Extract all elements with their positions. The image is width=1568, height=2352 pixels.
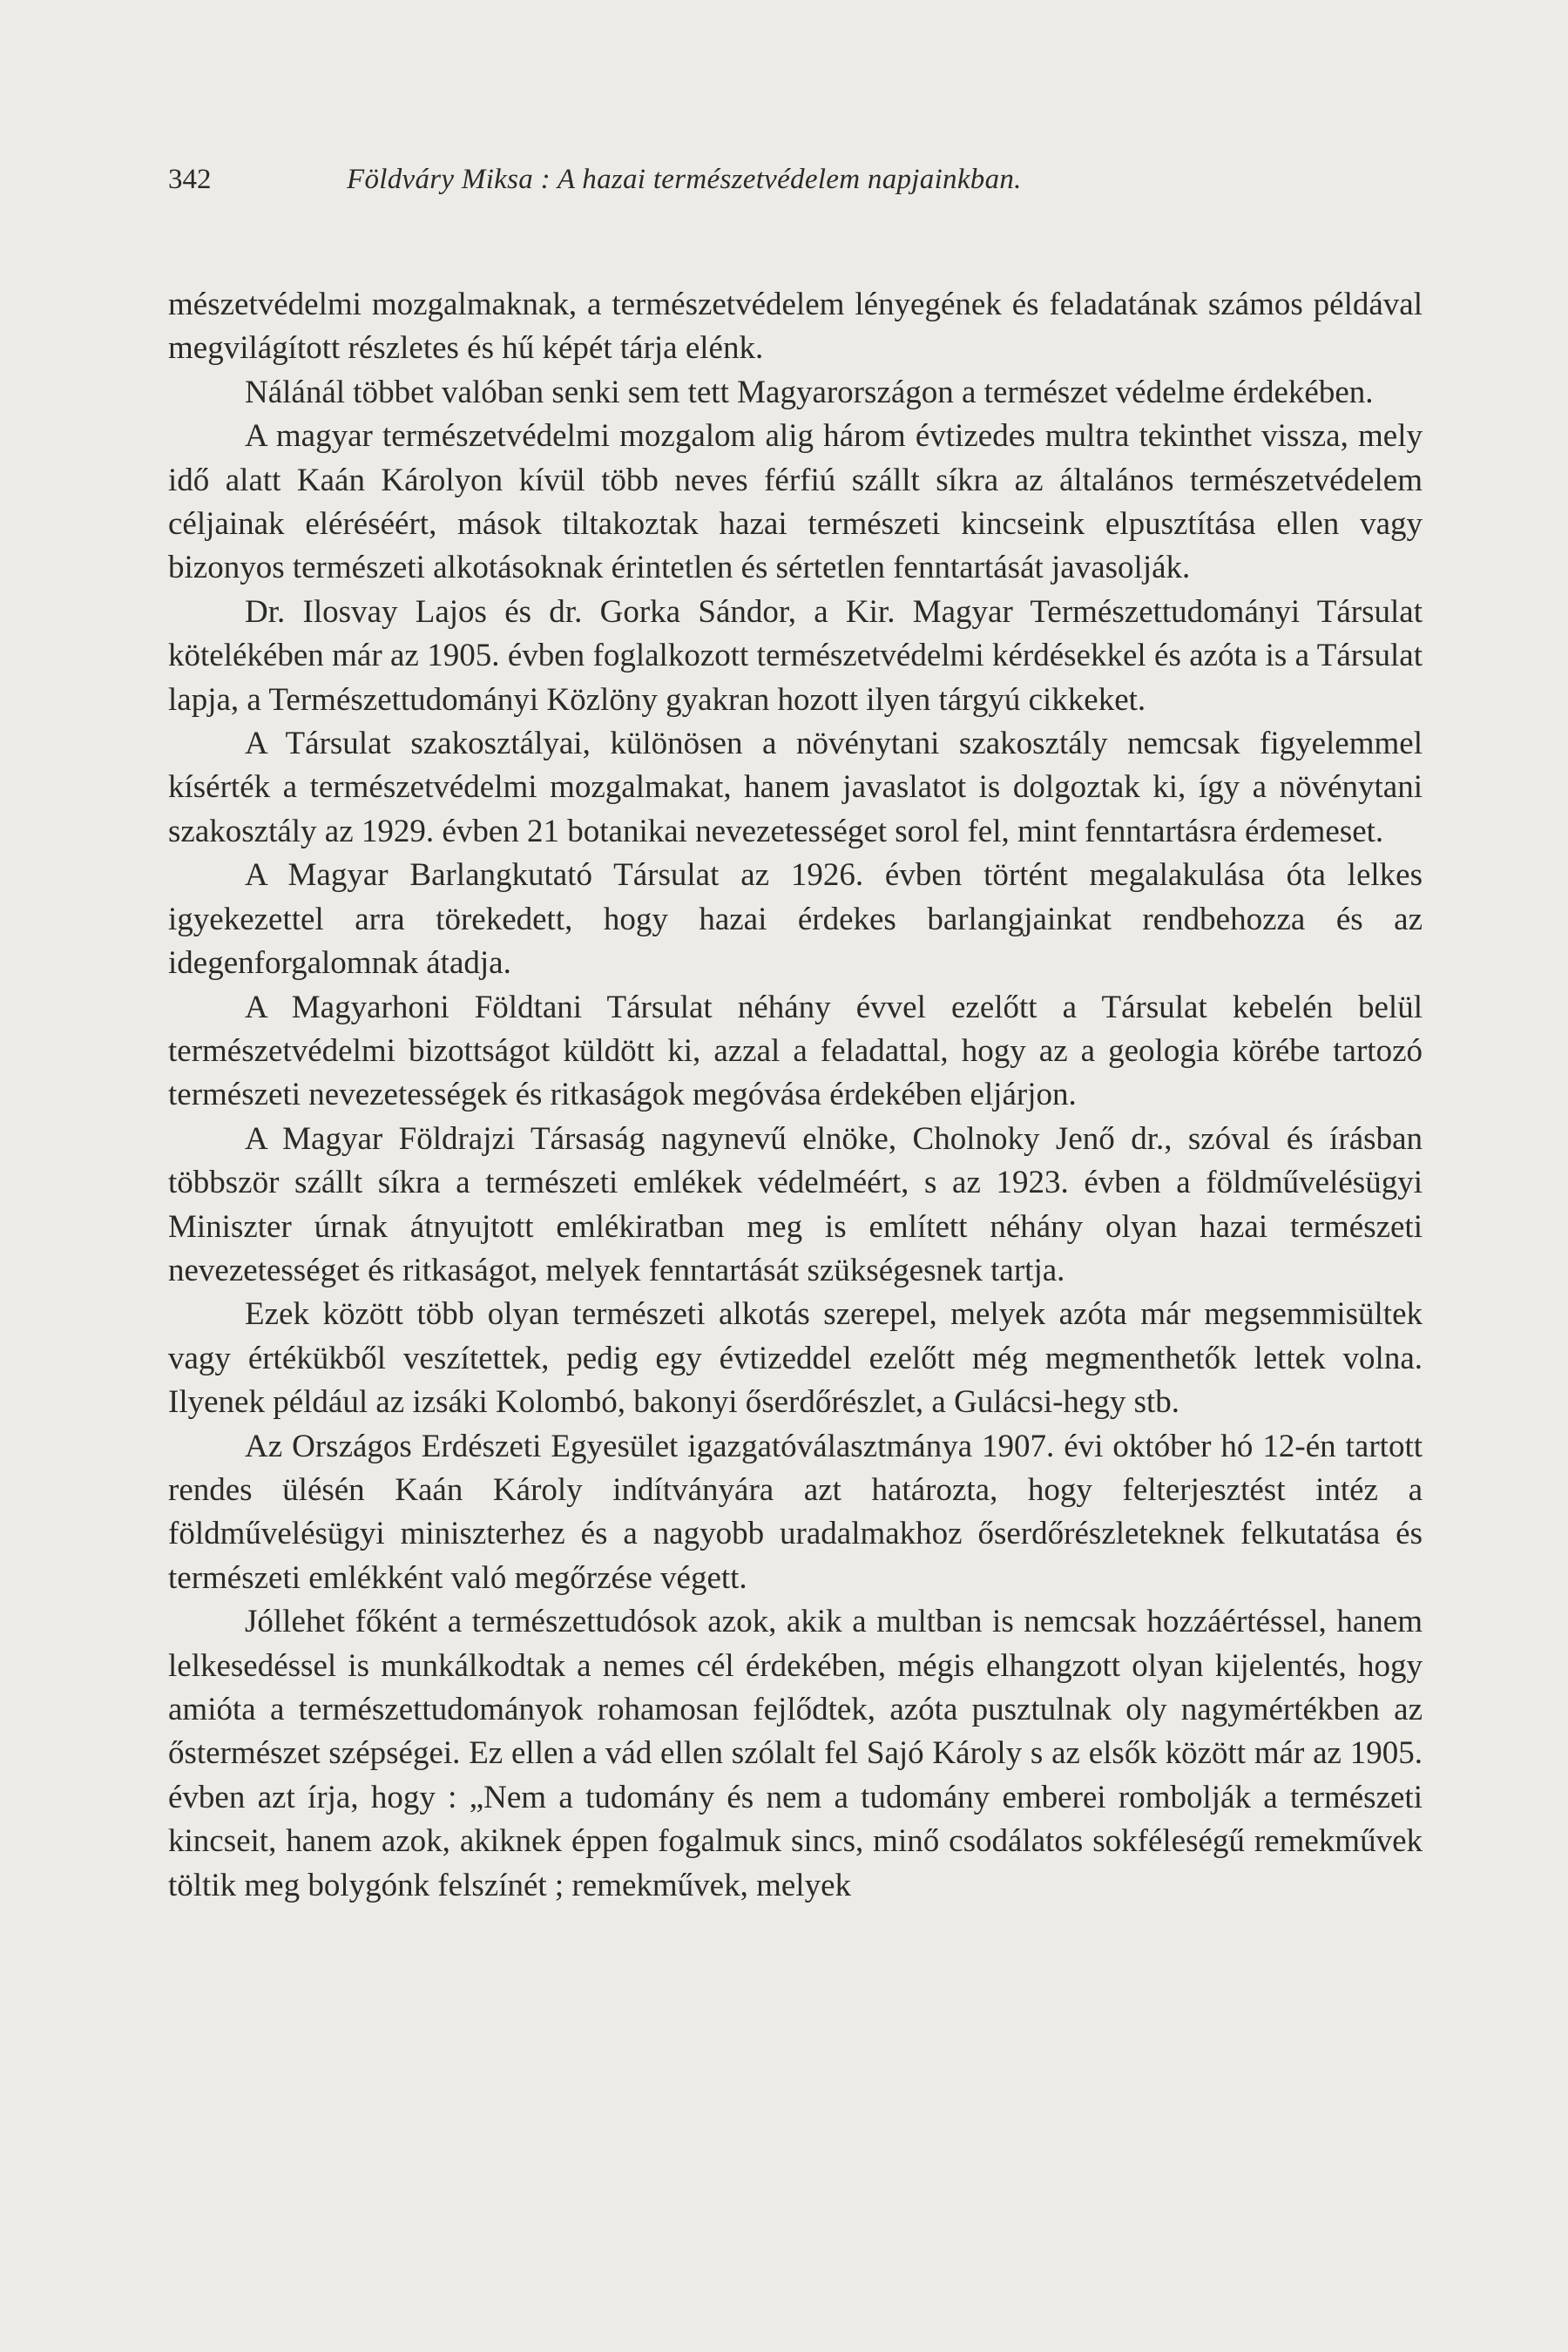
paragraph: A Magyar Barlangkutató Társulat az 1926. évben történt megalakulása óta lelkes igyekezettel arra törekedett, hogy hazai érdekes barlangjainkat rendbehozza és az idegenforgalomnak átadja. xyxy=(168,857,1423,982)
paragraph: A Magyarhoni Földtani Társulat néhány évvel ezelőtt a Társulat kebelén belül természetvédelmi bizottságot küldött ki, azzal a feladattal, hogy az a geologia körébe tartozó természeti nevezetességek és ritkaságok megóvása érdekében eljárjon. xyxy=(168,989,1423,1113)
paragraph: Ezek között több olyan természeti alkotás szerepel, melyek azóta már megsemmisültek vagy értékükből veszítettek, pedig egy évtizeddel ezelőtt még megmenthetők lettek volna. Ilyenek például az izsáki Kolombó, bakonyi őserdőrészlet, a Gulácsi-hegy stb. xyxy=(168,1296,1423,1421)
paragraph: Jóllehet főként a természettudósok azok, akik a multban is nemcsak hozzáértéssel, hanem lelkesedéssel is munkálkodtak a nemes cél érdekében, mégis elhangzott olyan kijelentés, hogy amióta a természettudományok rohamosan fejlődtek, azóta pusztulnak oly nagymértékben az őstermészet szépségei. Ez ellen a vád ellen szólalt fel Sajó Károly s az elsők között már az 1905. évben azt írja, hogy : „Nem a tudomány és nem a tudomány emberei rombolják a természeti kincseit, hanem azok, akiknek éppen fogalmuk sincs, minő csodálatos sokféleségű remekművek töltik meg bolygónk felszínét ; remekművek, melyek xyxy=(168,1604,1423,1903)
paragraph: Nálánál többet valóban senki sem tett Magyarországon a természet védelme érdekében. xyxy=(245,374,1374,410)
body-text xyxy=(168,283,1423,1908)
paragraph: Az Országos Erdészeti Egyesület igazgatóválasztmánya 1907. évi október hó 12-én tartott rendes ülésén Kaán Károly indítványára azt határozta, hogy felterjesztést intéz a földművelésügyi miniszterhez és a nagyobb uradalmakhoz őserdőrészleteknek felkutatása és természeti emlékként való megőrzése végett. xyxy=(168,1428,1423,1596)
running-head: Földváry Miksa : A hazai természetvédelem napjainkban. xyxy=(347,164,1022,195)
paragraph: A magyar természetvédelmi mozgalom alig három évtizedes multra tekinthet vissza, mely idő alatt Kaán Károlyon kívül több neves férfiú szállt síkra az általános természetvédelem céljainak eléréséért, mások tiltakoztak hazai természeti kincseink elpusztítása ellen vagy bizonyos természeti alkotásoknak érintetlen és sértetlen fenntartását javasolják. xyxy=(168,418,1423,586)
paragraph-continuation: mészetvédelmi mozgalmaknak, a természetvédelem lényegének és feladatának számos példával megvilágított részletes és hű képét tárja elénk. xyxy=(168,287,1423,367)
page-number: 342 xyxy=(168,164,212,195)
page-header xyxy=(168,160,1423,199)
paragraph: A Magyar Földrajzi Társaság nagynevű elnöke, Cholnoky Jenő dr., szóval és írásban többször szállt síkra a természeti emlékek védelméért, s az 1923. évben a földművelésügyi Miniszter úrnak átnyujtott emlékiratban meg is említett néhány olyan hazai természeti nevezetességet és ritkaságot, melyek fenntartását szükségesnek tartja. xyxy=(168,1120,1423,1288)
paragraph: A Társulat szakosztályai, különösen a növénytani szakosztály nemcsak figyelemmel kísérték a természetvédelmi mozgalmakat, hanem javaslatot is dolgoztak ki, így a növénytani szakosztály az 1929. évben 21 botanikai nevezetességet sorol fel, mint fenntartásra érdemeset. xyxy=(168,726,1423,849)
paragraph: Dr. Ilosvay Lajos és dr. Gorka Sándor, a Kir. Magyar Természettudományi Társulat kötelékében már az 1905. évben foglalkozott természetvédelmi kérdésekkel és azóta is a Társulat lapja, a Természettudományi Közlöny gyakran hozott ilyen tárgyú cikkeket. xyxy=(168,593,1423,718)
